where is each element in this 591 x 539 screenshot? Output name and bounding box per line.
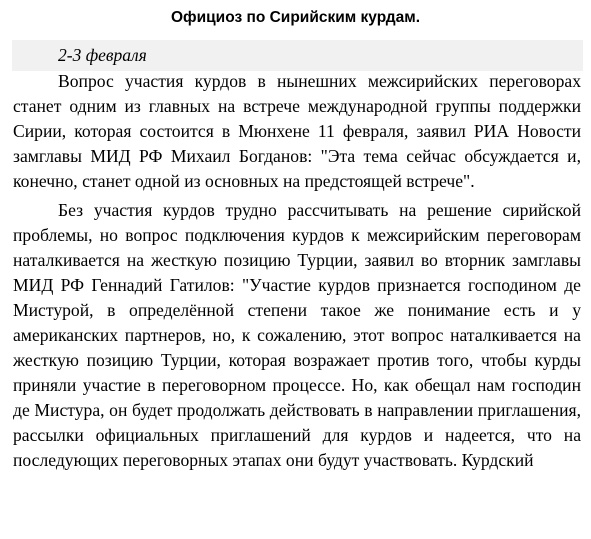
document-title: Официоз по Сирийским курдам. bbox=[170, 9, 421, 26]
paragraph-2: Без участия курдов трудно рассчитывать на решение сирийской проблемы, но вопрос подключения курдов к межсирийским переговорам наталкивается на жесткую позицию Турции, заявил во вторник замглавы МИД РФ Геннадий Гатилов: "Участие курдов признается господином де Мистурой, в определённой степени такое же понимание есть и у американских партнеров, но, к сожалению, этот вопрос наталкивается на жесткую позицию Турции, которая возражает против того, чтобы курды приняли участие в переговорном процессе. Но, как обещал нам господин де Мистура, он будет продолжать действовать в направлении приглашения, рассылки официальных приглашений для курдов и надеется, что на последующих переговорных этапах они будут участвовать. Курдский bbox=[13, 200, 581, 470]
paragraph-1: Вопрос участия курдов в нынешних межсирийских переговорах станет одним из главных на встрече международной группы поддержки Сирии, которая состоится в Мюнхене 11 февраля, заявил РИА Новости замглавы МИД РФ Михаил Богданов: "Эта тема сейчас обсуждается и, конечно, станет одной из основных на предстоящей встрече". bbox=[13, 71, 581, 191]
document-body bbox=[13, 69, 581, 473]
document-date: 2-3 февраля bbox=[58, 45, 147, 65]
